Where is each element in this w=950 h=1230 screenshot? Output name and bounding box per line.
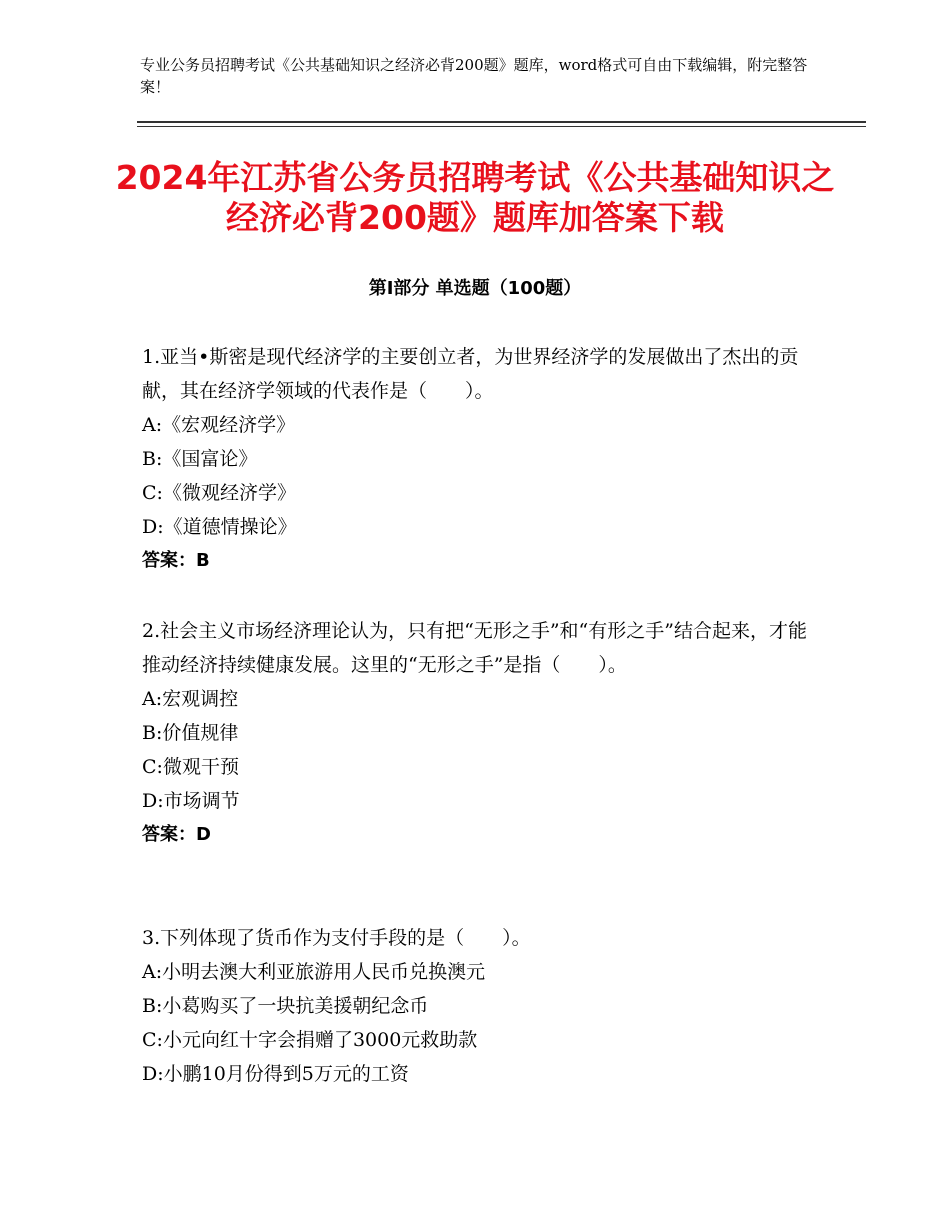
option-c: C:《微观经济学》	[142, 482, 296, 504]
question-3	[142, 921, 807, 1091]
option-c: C:微观干预	[142, 756, 239, 778]
option-a: A:宏观调控	[142, 688, 239, 710]
option-d: D:市场调节	[142, 790, 240, 812]
option-b: B:小葛购买了一块抗美援朝纪念币	[142, 995, 429, 1017]
question-stem: 3.下列体现了货币作为支付手段的是（ ）。	[142, 927, 531, 949]
header-divider-thin	[137, 126, 866, 127]
option-b: B:《国富论》	[142, 448, 258, 470]
question-stem: 1.亚当•斯密是现代经济学的主要创立者，为世界经济学的发展做出了杰出的贡献，其在经济学领域的代表作是（ ）。	[142, 346, 799, 402]
header-note: 专业公务员招聘考试《公共基础知识之经济必背200题》题库，word格式可自由下载编辑，附完整答案！	[140, 56, 808, 96]
option-d: D:小鹏10月份得到5万元的工资	[142, 1063, 409, 1085]
option-a: A:《宏观经济学》	[142, 414, 296, 436]
option-a: A:小明去澳大利亚旅游用人民币兑换澳元	[142, 961, 486, 983]
section-title: 第Ⅰ部分 单选题（100题）	[368, 278, 582, 299]
document-title: 2024年江苏省公务员招聘考试《公共基础知识之经济必背200题》题库加答案下载	[115, 158, 835, 237]
question-stem: 2.社会主义市场经济理论认为，只有把“无形之手”和“有形之手”结合起来，才能推动经济持续健康发展。这里的“无形之手”是指（ ）。	[142, 620, 807, 676]
question-1	[142, 340, 807, 578]
option-b: B:价值规律	[142, 722, 239, 744]
option-d: D:《道德情操论》	[142, 516, 297, 538]
answer: 答案：D	[142, 824, 211, 845]
header-divider-thick	[137, 121, 866, 123]
question-2	[142, 614, 807, 852]
option-c: C:小元向红十字会捐赠了3000元救助款	[142, 1029, 478, 1051]
answer: 答案：B	[142, 550, 210, 571]
